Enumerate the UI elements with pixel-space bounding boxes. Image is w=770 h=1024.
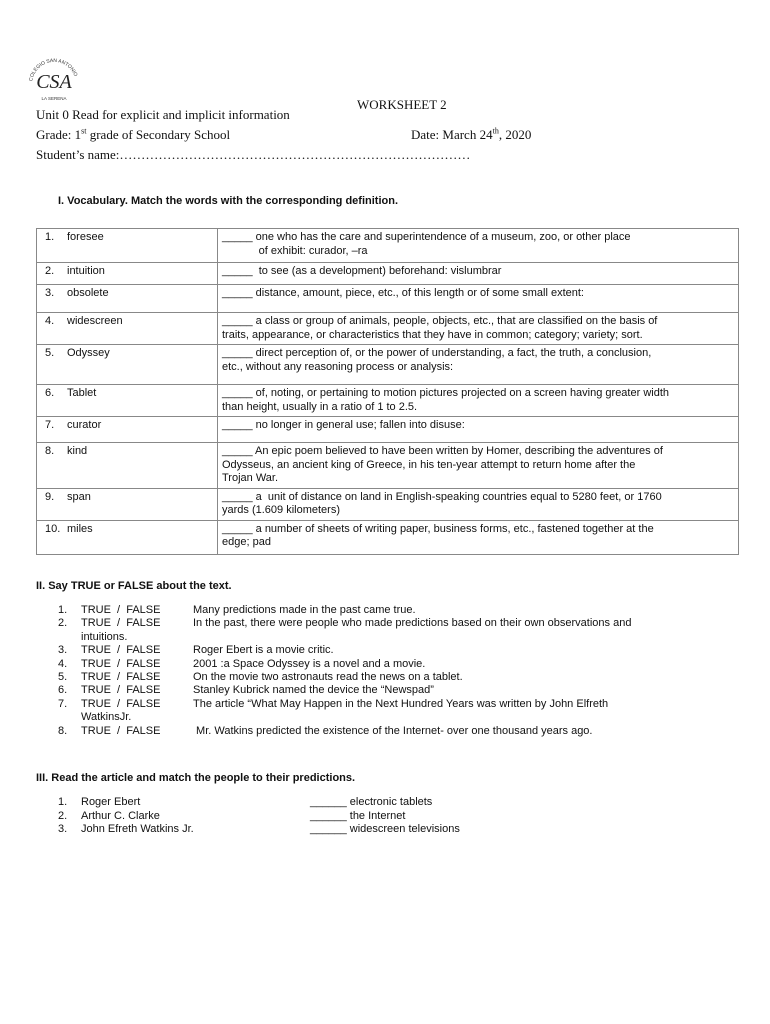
logo-ring-text: COLEGIO SAN ANTONIO <box>28 57 79 82</box>
vocab-definition <box>218 313 739 345</box>
tf-statement: Mr. Watkins predicted the existence of the Internet- over one thousand years ago. <box>193 724 593 737</box>
tf-choice[interactable]: TRUE / FALSE <box>81 671 161 683</box>
vocab-word-text: obsolete <box>67 287 109 299</box>
person-number: 2. <box>58 809 68 822</box>
vocab-row <box>37 229 739 263</box>
definition-line: Trojan War. <box>222 472 279 484</box>
tf-statement: In the past, there were people who made predictions based on their own observations and <box>193 617 632 630</box>
vocab-word <box>37 285 218 313</box>
vocab-word <box>37 417 218 443</box>
tf-number: 1. <box>58 604 68 616</box>
vocab-row <box>37 488 739 520</box>
tf-number: 5. <box>58 671 68 683</box>
vocab-definition <box>218 443 739 489</box>
vocab-word-text: widescreen <box>67 315 123 327</box>
vocab-row <box>37 263 739 285</box>
vocab-number: 6. <box>45 387 55 399</box>
vocab-definition <box>218 263 739 285</box>
vocab-word <box>37 520 218 554</box>
vocab-word-text: curator <box>67 419 102 431</box>
vocab-number: 4. <box>45 315 55 327</box>
vocab-word <box>37 443 218 489</box>
definition-line: _____ one who has the care and superintendence of a museum, zoo, or other place <box>222 231 631 243</box>
definition-line: than height, usually in a ratio of 1 to 2.5. <box>222 400 418 413</box>
vocab-definition <box>218 385 739 417</box>
tf-number: 4. <box>58 657 68 670</box>
prediction-blank[interactable]: ______ the Internet <box>310 809 406 822</box>
vocab-row <box>37 417 739 443</box>
definition-line: _____ direct perception of, or the power of understanding, a fact, the truth, a conclusion, <box>222 347 652 359</box>
vocab-word-text: miles <box>67 522 93 535</box>
definition-line: etc., without any reasoning process or analysis: <box>222 360 454 373</box>
tf-choice[interactable]: TRUE / FALSE <box>81 617 161 630</box>
vocab-number: 3. <box>45 287 55 299</box>
vocab-number: 5. <box>45 347 55 359</box>
tf-statement-continued: intuitions. <box>81 630 128 643</box>
vocab-row <box>37 385 739 417</box>
person-name: John Efreth Watkins Jr. <box>81 823 194 835</box>
prediction-blank[interactable]: ______ widescreen televisions <box>310 823 460 835</box>
vocab-number: 10. <box>45 522 61 535</box>
logo-letters: CSA <box>36 71 72 93</box>
vocab-word-text: span <box>67 490 91 503</box>
vocab-row <box>37 345 739 385</box>
vocab-number: 7. <box>45 419 55 431</box>
tf-statement: Stanley Kubrick named the device the “Newspad” <box>193 684 434 697</box>
vocab-definition <box>218 345 739 385</box>
vocab-word-text: Tablet <box>67 387 97 399</box>
definition-line: _____ no longer in general use; fallen into disuse: <box>222 419 465 431</box>
vocab-number: 2. <box>45 265 55 277</box>
definition-line: _____ to see (as a development) beforehand: vislumbrar <box>222 265 502 277</box>
prediction-blank[interactable]: ______ electronic tablets <box>310 796 433 808</box>
section2-title: II. Say TRUE or FALSE about the text. <box>36 580 232 592</box>
section1-title: I. Vocabulary. Match the words with the corresponding definition. <box>58 195 399 207</box>
definition-line: _____ of, noting, or pertaining to motion pictures projected on a screen having greater width <box>222 387 669 399</box>
student-name-field: Student’s name:……………………………………………………………………… <box>36 147 471 162</box>
section3-title: III. Read the article and match the people to their predictions. <box>36 772 356 784</box>
vocab-number: 8. <box>45 445 55 457</box>
vocab-word-text: Odyssey <box>67 347 110 359</box>
logo-bottom-text: LA SERENA <box>41 96 67 101</box>
vocab-definition <box>218 285 739 313</box>
tf-statement: On the movie two astronauts read the news on a tablet. <box>193 671 463 683</box>
vocab-word <box>37 345 218 385</box>
tf-choice[interactable]: TRUE / FALSE <box>81 604 161 616</box>
school-logo <box>22 50 86 106</box>
unit-line: Unit 0 Read for explicit and implicit information <box>36 107 290 122</box>
definition-line: of exhibit: curador, –ra <box>222 244 368 257</box>
definition-line: _____ distance, amount, piece, etc., of this length or of some small extent: <box>222 287 584 299</box>
vocab-row <box>37 313 739 345</box>
tf-choice[interactable]: TRUE / FALSE <box>81 657 161 670</box>
vocabulary-table <box>36 228 739 555</box>
definition-line: yards (1.609 kilometers) <box>222 504 340 516</box>
tf-choice[interactable]: TRUE / FALSE <box>81 724 161 737</box>
definition-line: _____ a number of sheets of writing paper, business forms, etc., fastened together at the <box>222 522 654 535</box>
person-name: Arthur C. Clarke <box>81 809 160 822</box>
vocab-word <box>37 229 218 263</box>
definition-line: traits, appearance, or characteristics that they have in common; category; variety; sort. <box>222 328 643 341</box>
definition-line: _____ a class or group of animals, people, objects, etc., that are classified on the basis of <box>222 315 658 327</box>
tf-number: 3. <box>58 644 68 657</box>
tf-number: 7. <box>58 697 68 710</box>
vocab-row <box>37 520 739 554</box>
person-number: 1. <box>58 796 68 808</box>
person-number: 3. <box>58 823 68 835</box>
vocab-row <box>37 443 739 489</box>
tf-statement: 2001 :a Space Odyssey is a novel and a movie. <box>193 657 426 670</box>
tf-statement: Roger Ebert is a movie critic. <box>193 644 334 657</box>
grade-line: Grade: 1st grade of Secondary School <box>36 126 231 142</box>
vocab-word <box>37 263 218 285</box>
tf-statement: Many predictions made in the past came true. <box>193 604 416 616</box>
tf-statement-continued: WatkinsJr. <box>81 711 132 724</box>
tf-statement: The article “What May Happen in the Next Hundred Years was written by John Elfreth <box>193 697 609 710</box>
vocab-definition <box>218 229 739 263</box>
tf-choice[interactable]: TRUE / FALSE <box>81 644 161 657</box>
definition-line: Odysseus, an ancient king of Greece, in his ten-year attempt to return home after the <box>222 458 636 471</box>
vocab-word-text: kind <box>67 445 88 457</box>
vocab-word-text: foresee <box>67 231 104 243</box>
tf-choice[interactable]: TRUE / FALSE <box>81 684 161 697</box>
vocab-number: 9. <box>45 490 55 503</box>
date-line: Date: March 24th, 2020 <box>411 126 532 142</box>
person-name: Roger Ebert <box>81 796 141 808</box>
vocab-word <box>37 313 218 345</box>
vocab-definition <box>218 488 739 520</box>
worksheet-title: WORKSHEET 2 <box>357 97 447 112</box>
tf-choice[interactable]: TRUE / FALSE <box>81 697 161 710</box>
vocab-definition <box>218 520 739 554</box>
vocab-word <box>37 385 218 417</box>
vocab-word <box>37 488 218 520</box>
tf-number: 8. <box>58 724 68 737</box>
vocab-word-text: intuition <box>67 265 105 277</box>
tf-number: 2. <box>58 617 68 630</box>
vocab-number: 1. <box>45 231 55 243</box>
tf-number: 6. <box>58 684 68 697</box>
vocab-row <box>37 285 739 313</box>
definition-line: _____ An epic poem believed to have been written by Homer, describing the adventures of <box>222 445 663 457</box>
definition-line: _____ a unit of distance on land in English-speaking countries equal to 5280 feet, or 1760 <box>222 490 662 503</box>
definition-line: edge; pad <box>222 536 271 548</box>
vocab-definition <box>218 417 739 443</box>
